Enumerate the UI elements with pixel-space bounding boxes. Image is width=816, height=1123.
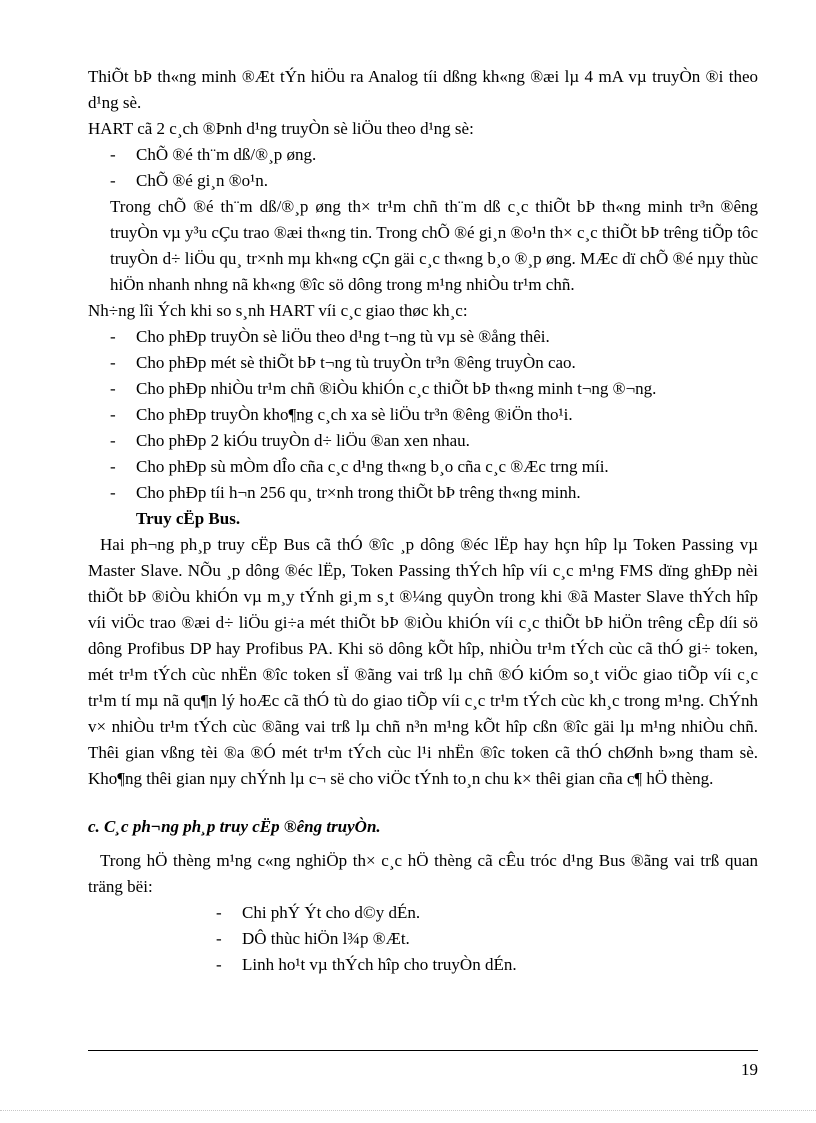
- list-item: - Cho phÐp truyÒn sè liÖu theo d¹ng t¬ng tù vµ sè ®ång thêi.: [110, 324, 758, 350]
- list-item: - DÔ thùc hiÖn l¾p ®Æt.: [216, 926, 758, 952]
- paragraph-hart-modes-intro: HART cã 2 c¸ch ®Þnh d¹ng truyÒn sè liÖu theo d¹ng sè:: [88, 119, 474, 138]
- list-item: - Linh ho¹t vµ thÝch hîp cho truyÒn dÉn.: [216, 952, 758, 978]
- list-item: - Chi phÝ Ýt cho d©y dÉn.: [216, 900, 758, 926]
- list-item: - Cho phÐp sù mÒm dÎo cña c¸c d¹ng th«ng b¸o cña c¸c ®Æc trng míi.: [110, 454, 758, 480]
- paragraph-analog-signal: ThiÕt bÞ th«ng minh ®Æt tÝn hiÖu ra Analog tíi dßng kh«ng ®æi lµ 4 mA vµ truyÒn ®i theo d¹ng sè.: [88, 67, 758, 112]
- page-number: 19: [741, 1060, 758, 1079]
- hart-modes-list: [88, 142, 758, 194]
- list-item: - Cho phÐp truyÒn kho¶ng c¸ch xa sè liÖu tr³n ®êng ®iÖn tho¹i.: [110, 402, 758, 428]
- list-item: - Cho phÐp tíi h¬n 256 qu¸ tr×nh trong thiÕt bÞ trêng th«ng minh.: [110, 480, 758, 506]
- list-item: - Cho phÐp nhiÒu tr¹m chñ ®iÒu khiÓn c¸c thiÕt bÞ th«ng minh t¬ng ®¬ng.: [110, 376, 758, 402]
- list-item: - Cho phÐp 2 kiÓu truyÒn d÷ liÖu ®an xen nhau.: [110, 428, 758, 454]
- reasons-list: [88, 900, 758, 978]
- list-item: - ChÕ ®é gi¸n ®o¹n.: [110, 168, 758, 194]
- paragraph-modes-explanation: Trong chÕ ®é th¨m dß/®¸p øng th× tr¹m chñ th¨m dß c¸c thiÕt bÞ th«ng minh tr³n ®êng truyÒn vµ y³u cÇu trao ®æi th«ng tin. Trong chÕ ®é gi¸n ®o¹n th× c¸c thiÕt bÞ trêng tiÕp tôc truyÒn d÷ liÖu qu¸ tr×nh mµ kh«ng cÇn gäi c¸c th«ng b¸o ®¸p øng. MÆc dï chÕ ®é nµy thùc hiÖn nhanh nhng nã kh«ng ®îc sö dông trong m¹ng nhiÒu tr¹m chñ.: [110, 197, 758, 294]
- list-item: - ChÕ ®é th¨m dß/®¸p øng.: [110, 142, 758, 168]
- paragraph-benefits-intro: Nh÷ng lîi Ých khi so s¸nh HART víi c¸c giao thøc kh¸c:: [88, 301, 468, 320]
- footer-rule: [88, 1050, 758, 1051]
- paragraph-bus-role: Trong hÖ thèng m¹ng c«ng nghiÖp th× c¸c hÖ thèng cã cÊu tróc d¹ng Bus ®ãng vai trß quan träng bëi:: [88, 851, 758, 896]
- paragraph-bus-access: Hai ph¬ng ph¸p truy cËp Bus cã thÓ ®îc ¸p dông ®éc lËp hay hçn hîp lµ Token Passing vµ Master Slave. NÕu ¸p dông ®éc lËp, Token Passing thÝch hîp víi c¸c m¹ng FMS dïng ghÐp nèi thiÕt bÞ ®iÒu khiÓn vµ m¸y tÝnh gi¸m s¸t ®¼ng quyÒn trong khi ®ã Master Slave thÝch hîp víi viÖc trao ®æi d÷ liÖu gi÷a mét thiÕt bÞ ®iÒu khiÓn víi c¸c thiÕt bÞ hiÖn trêng cÊp díi sö dông Profibus DP hay Profibus PA. Khi sö dông kÕt hîp, nhiÒu tr¹m tÝch cùc cã thÓ gi÷ token, mét tr¹m tÝch cùc nhËn ®îc token sÏ ®ãng vai trß lµ chñ ®Ó kiÓm so¸t viÖc giao tiÕp víi c¸c tr¹m tí mµ nã qu¶n lý hoÆc cã thÓ tù do giao tiÕp víi c¸c tr¹m tÝch cùc kh¸c trong m¹ng. ChÝnh v× nhiÒu tr¹m tÝch cùc ®ãng vai trß lµ chñ n³n m¹ng kÕt hîp cßn ®îc gäi lµ m¹ng nhiÒu chñ. Thêi gian vßng tèi ®a ®Ó mét tr¹m tÝch cùc l¹i nhËn ®îc token cã thÓ chØnh b»ng tham sè. Kho¶ng thêi gian nµy chÝnh lµ c¬ së cho viÖc tÝnh to¸n chu k× thêi gian cña c¶ hÖ thèng.: [88, 535, 758, 788]
- subheading-bus-access: Truy cËp Bus.: [136, 509, 241, 528]
- benefits-list: [88, 324, 758, 506]
- page-bottom-border: [0, 1110, 816, 1111]
- page-body: [88, 64, 758, 978]
- list-item: - Cho phÐp mét sè thiÕt bÞ t¬ng tù truyÒn tr³n ®êng truyÒn cao.: [110, 350, 758, 376]
- section-heading: c. C¸c ph¬ng ph¸p truy cËp ®êng truyÒn.: [88, 817, 381, 836]
